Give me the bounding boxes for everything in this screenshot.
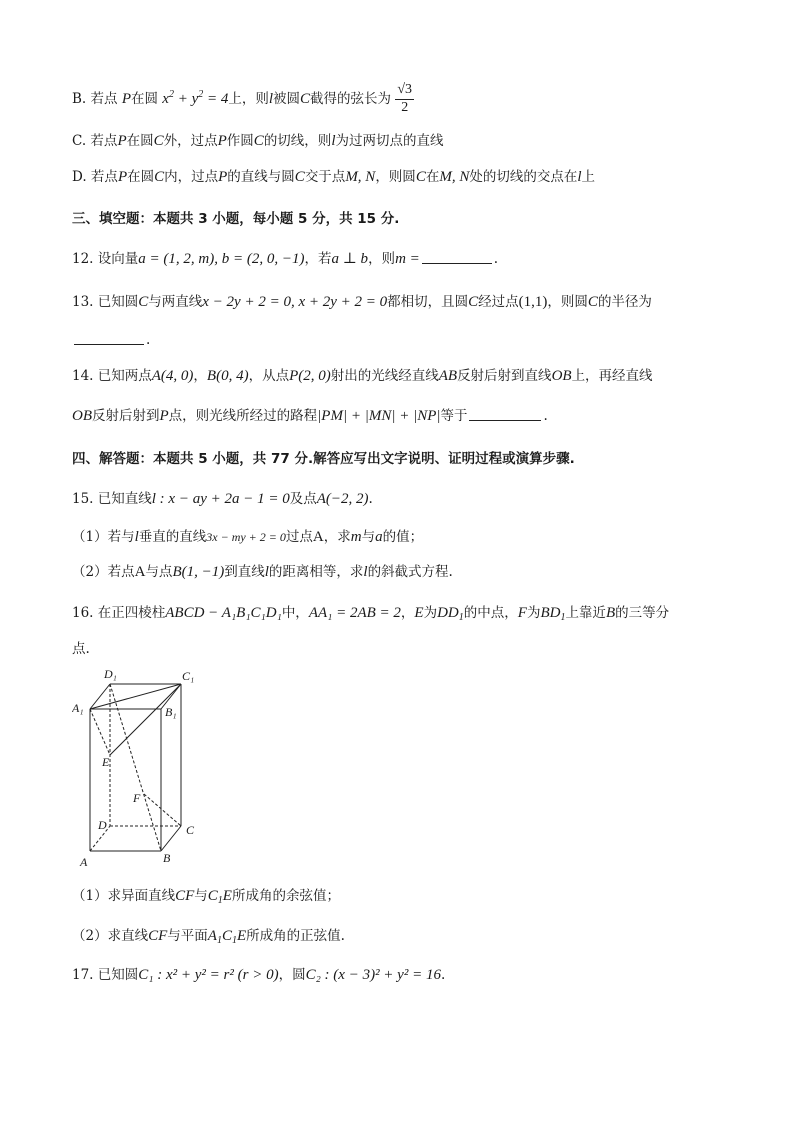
section-4-title: 四、解答题：本题共 5 小题，共 77 分.解答应写出文字说明、证明过程或演算步骤. — [72, 451, 575, 467]
label-d: D — [98, 818, 107, 832]
edge-b-c — [161, 826, 181, 851]
question-17: 17. 已知圆C₁ : x² + y² = r² (r > 0)，圆C₂ : (x − 3)² + y² = 16. — [72, 967, 446, 983]
option-c: C. 若点P在圆C外，过点P作圆C的切线，则l为过两切点的直线 — [72, 133, 444, 149]
question-16-part-2: （2）求直线CF与平面$A_1C_1E$所成角的正弦值. — [72, 928, 345, 946]
segment-f-c — [144, 794, 181, 826]
question-16-cont: 点. — [72, 641, 90, 657]
label-a1: A₁ — [72, 701, 84, 715]
label-a: A — [80, 855, 88, 869]
label-b1: B₁ — [165, 705, 177, 719]
label-f: F — [133, 791, 141, 805]
question-13: 13. 已知圆C与两直线x − 2y + 2 = 0, x + 2y + 2 = 0都相切，且圆C经过点(1,1)，则圆C的半径为 — [72, 294, 652, 310]
question-12: 12. 设向量a = (1, 2, m), b = (2, 0, −1)，若a ⊥ b，则m = . — [72, 251, 499, 267]
question-14: 14. 已知两点A(4, 0)，B(0, 4)，从点P(2, 0)射出的光线经直线AB反射后射到直线OB上，再经直线 — [72, 368, 653, 384]
label-c1: C₁ — [182, 669, 195, 683]
label-b: B — [163, 851, 171, 865]
answer-blank-12[interactable] — [422, 251, 492, 264]
prism-figure — [72, 666, 212, 871]
question-16-part-1: （1）求异面直线CF与$C_1E$所成角的余弦值； — [72, 888, 340, 906]
answer-blank-14[interactable] — [469, 408, 541, 421]
segment-a1-e — [90, 709, 110, 755]
edge-a1-d1 — [90, 684, 110, 709]
section-3-title: 三、填空题：本题共 3 小题，每小题 5 分，共 15 分. — [72, 211, 400, 227]
question-15-part-1: （1）若与l垂直的直线3x − my + 2 = 0过点A，求m与a的值； — [72, 529, 424, 545]
option-b: B. 若点 P在圆 $x^2 + y^2 = 4$上，则l被圆C截得的弦长为 $\frac{√3}{2}$ — [72, 82, 413, 115]
prism-diagram — [72, 666, 212, 871]
question-13-blank-line: . — [72, 332, 150, 348]
question-16: 16. 在正四棱柱ABCD − A₁B₁C₁D₁中，AA₁ = 2AB = 2，E为$DD_1$的中点，F为$BD_1$上靠近B的三等分 — [72, 605, 670, 623]
question-14-cont: OB反射后射到P点，则光线所经过的路程|PM| + |MN| + |NP|等于 . — [72, 408, 548, 424]
question-15: 15. 已知直线l : x − ay + 2a − 1 = 0及点A(−2, 2). — [72, 491, 373, 507]
label-e: E — [102, 755, 110, 769]
chord-length-fraction: $\frac{√3}{2}$ — [397, 82, 413, 115]
label-d1: D₁ — [104, 667, 117, 681]
answer-blank-13[interactable] — [74, 332, 144, 345]
question-15-part-2: （2）若点A与点B(1, −1)到直线l的距离相等，求l的斜截式方程. — [72, 564, 453, 580]
label-c: C — [186, 823, 195, 837]
option-d: D. 若点P在圆C内，过点P的直线与圆C交于点M, N，则圆C在M, N处的切线的交点在l上 — [72, 169, 595, 185]
